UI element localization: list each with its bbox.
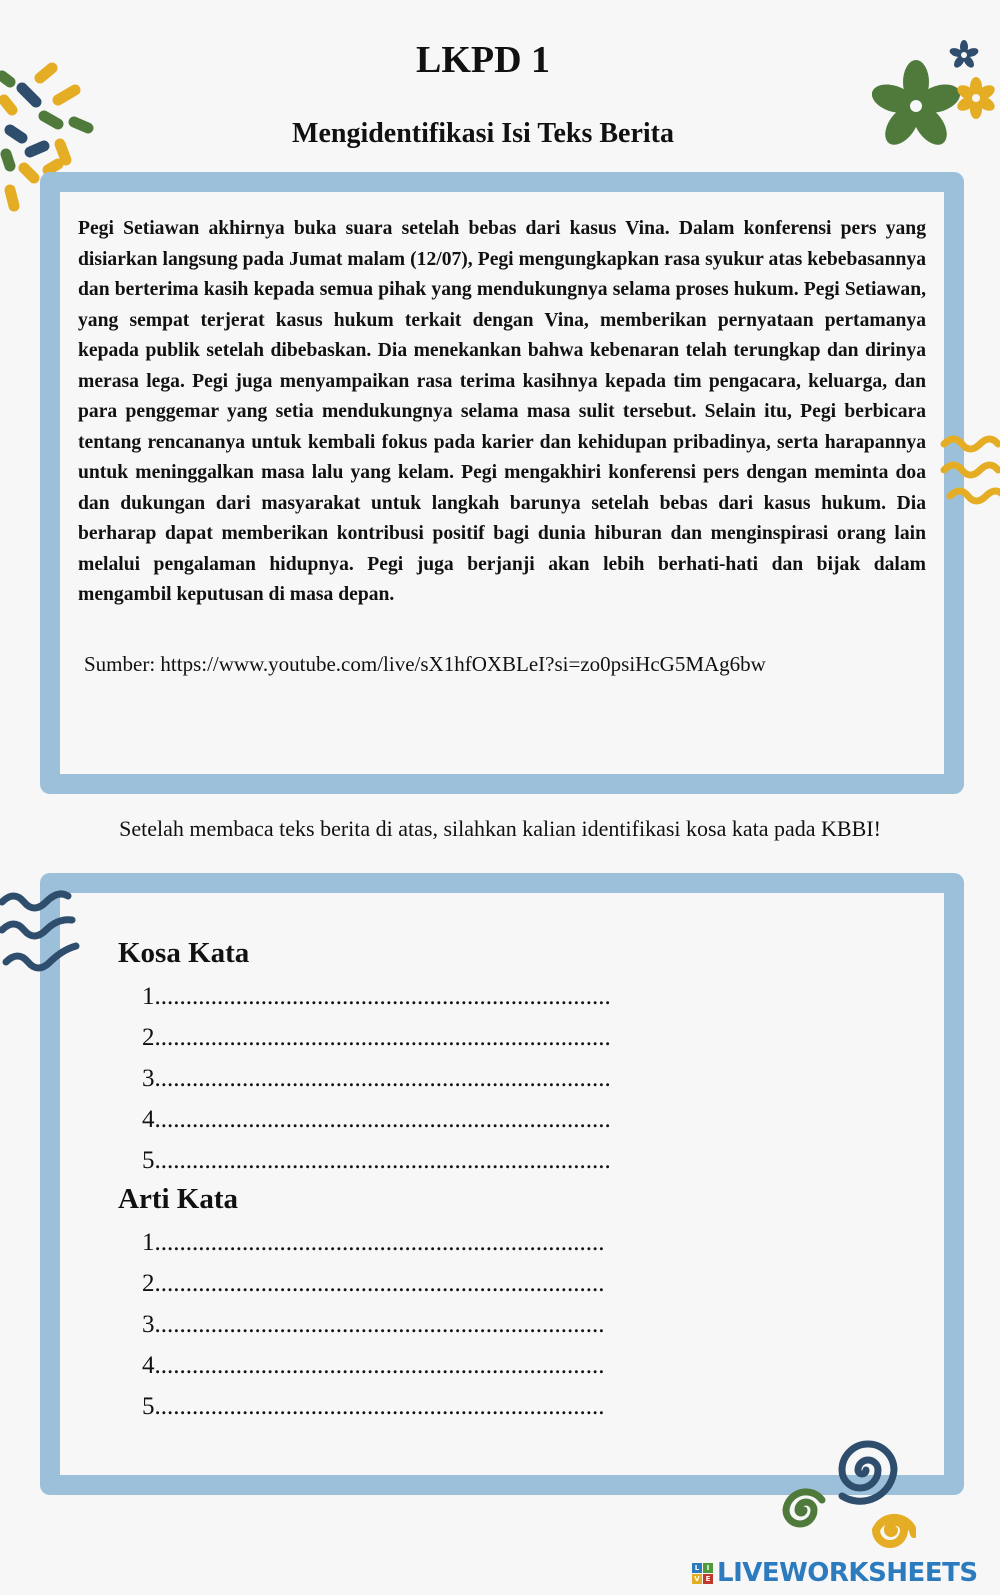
spiral-decoration-icon (776, 1428, 916, 1558)
logo-letter: I (703, 1563, 713, 1573)
arti-kata-answer-line[interactable]: 1........................................................................ (142, 1229, 605, 1256)
kosa-kata-heading: Kosa Kata (118, 937, 250, 969)
kosa-kata-answer-line[interactable]: 3......................................................................... (142, 1065, 611, 1092)
logo-letter: E (703, 1574, 713, 1584)
wave-decoration-icon (0, 890, 82, 990)
instruction-text: Setelah membaca teks berita di atas, silahkan kalian identifikasi kosa kata pada KBBI! (119, 816, 881, 841)
logo-letter: V (692, 1574, 702, 1584)
kosa-kata-answer-line[interactable]: 4......................................................................... (142, 1106, 611, 1133)
article-body: Pegi Setiawan akhirnya buka suara setelah bebas dari kasus Vina. Dalam konferensi pers yang disiarkan langsung pada Jumat malam (12/07), Pegi mengungkapkan rasa syukur atas kebebasannya dan berterima kasih kepada semua pihak yang mendukungnya selama proses hukum. Pegi Setiawan, yang sempat terjerat kasus hukum terkait dengan Vina, memberikan pernyataan pertamanya kepada publik setelah dibebaskan. Dia menekankan bahwa kebenaran telah terungkap dan dirinya merasa lega. Pegi juga menyampaikan rasa terima kasihnya kepada tim pengacara, keluarga, dan para penggemar yang setia mendukungnya selama masa sulit tersebut. Selain itu, Pegi berbicara tentang rencananya untuk kembali fokus pada karier dan kehidupan pribadinya, serta harapannya untuk meninggalkan masa lalu yang kelam. Pegi mengakhiri konferensi pers dengan meminta doa dan dukungan dari masyarakat untuk langkah barunya setelah bebas dari kasus hukum. Dia berharap dapat memberikan kontribusi positif bagi dunia hiburan dan menginspirasi orang lain melalui pengalaman hidupnya. Pegi juga berjanji akan lebih berhati-hati dan bijak dalam mengambil keputusan di masa depan. (78, 218, 926, 605)
page-subtitle: Mengidentifikasi Isi Teks Berita (292, 118, 674, 149)
arti-kata-answer-line[interactable]: 2........................................................................ (142, 1270, 605, 1297)
answer-panel (40, 873, 964, 1495)
kosa-kata-answer-line[interactable]: 1......................................................................... (142, 983, 611, 1010)
arti-kata-answer-line[interactable]: 4........................................................................ (142, 1352, 605, 1379)
kosa-kata-list (142, 976, 611, 1181)
arti-kata-list (142, 1222, 605, 1427)
wave-decoration-icon (940, 432, 1000, 532)
liveworksheets-logo-icon (692, 1563, 713, 1584)
arti-kata-answer-line[interactable]: 5........................................................................ (142, 1393, 605, 1420)
arti-kata-answer-line[interactable]: 3........................................................................ (142, 1311, 605, 1338)
article-source: Sumber: https://www.youtube.com/live/sX1hfOXBLeI?si=zo0psiHcG5MAg6bw (84, 652, 766, 676)
page-title: LKPD 1 (415, 39, 551, 81)
liveworksheets-wordmark: LIVEWORKSHEETS (717, 1558, 978, 1588)
arti-kata-heading: Arti Kata (118, 1183, 238, 1215)
kosa-kata-answer-line[interactable]: 5......................................................................... (142, 1147, 611, 1174)
kosa-kata-answer-line[interactable]: 2......................................................................... (142, 1024, 611, 1051)
article-panel (40, 172, 964, 794)
liveworksheets-brand (692, 1556, 978, 1590)
logo-letter: L (692, 1563, 702, 1573)
